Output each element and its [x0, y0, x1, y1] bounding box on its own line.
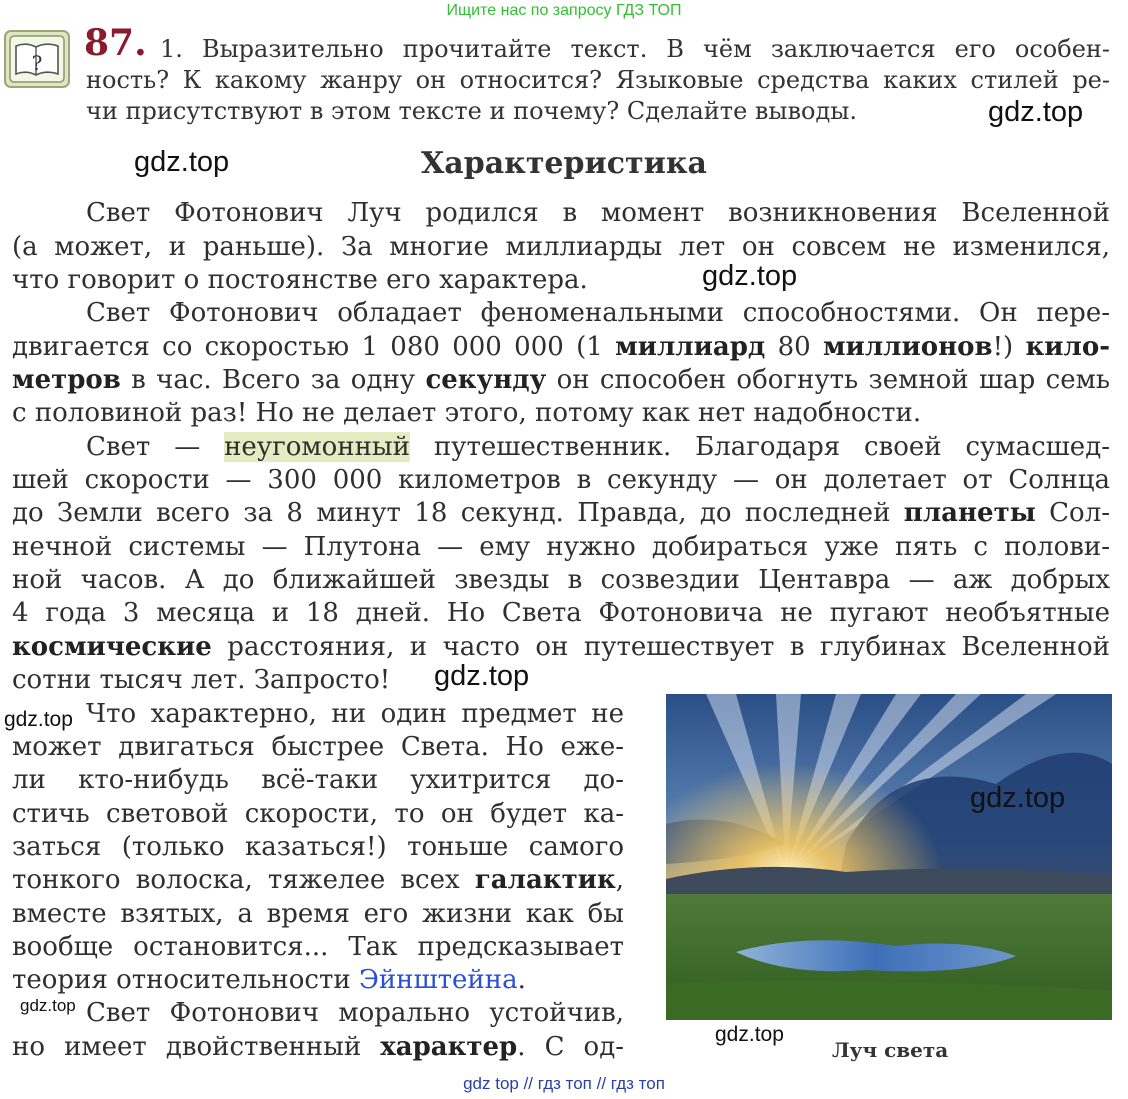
text-line: ной часов. А до ближайшей звезды в созвездии Центавра — аж добрых	[12, 565, 1110, 595]
watermark: gdz.top	[134, 146, 230, 178]
watermark: gdz.top	[715, 1023, 784, 1046]
text-line: тонкого волоска, тяжелее всех галактик,	[12, 865, 624, 895]
text-line: теория относительности Эйнштейна.	[12, 965, 526, 995]
text-line: Свет Фотонович Луч родился в момент возникновения Вселенной	[86, 198, 1110, 228]
watermark: gdz.top	[434, 660, 530, 692]
watermark: gdz.top	[988, 96, 1084, 128]
text-line: вообще остановится... Так предсказывает	[12, 932, 624, 962]
task-block	[160, 34, 1110, 65]
task-block-cont	[86, 65, 1110, 127]
svg-text:?: ?	[31, 51, 43, 75]
text-line: Свет — неугомонный путешественник. Благодаря своей сумасшед-	[86, 432, 1110, 462]
task-line: 1. Выразительно прочитайте текст. В чём заключается его особен-	[160, 35, 1110, 63]
text-line: до Земли всего за 8 минут 18 секунд. Правда, до последней планеты Сол-	[12, 498, 1110, 528]
text-line: (а может, и раньше). За многие миллиарды лет он совсем не изменился,	[12, 232, 1110, 262]
book-question-icon	[4, 30, 70, 88]
text-line: Свет Фотонович обладает феноменальными способностями. Он пере-	[86, 298, 1110, 328]
text-line: нечной системы — Плутона — ему нужно добираться уже пять с полови-	[12, 532, 1110, 562]
exercise-number: 87.	[84, 22, 147, 64]
text-line: заться (только казаться!) тоньше самого	[12, 832, 624, 862]
footer-links[interactable]: gdz top // гдз топ // гдз топ	[463, 1074, 665, 1093]
task-line: чи присутствуют в этом тексте и почему? Сделайте выводы.	[86, 97, 857, 125]
einstein-link[interactable]: Эйнштейна	[358, 965, 518, 995]
text-line: с половиной раз! Но не делает этого, потому как нет надобности.	[12, 398, 922, 428]
task-line: ность? К какому жанру он относится? Языковые средства каких стилей ре-	[86, 66, 1110, 94]
watermark: gdz.top	[20, 996, 76, 1015]
text-line: двигается со скоростью 1 080 000 000 (1 миллиард 80 миллионов!) кило-	[12, 332, 1110, 362]
text-line: стичь световой скорости, то он будет ка-	[12, 799, 624, 829]
text-line: 4 года 3 месяца и 18 дней. Но Света Фотоновича не пугают необъятные	[12, 598, 1110, 628]
sunlight-photo	[666, 694, 1112, 1020]
search-hint-banner: Ищите нас по запросу ГДЗ ТОП	[446, 2, 682, 19]
text-line: вместе взятых, а время его жизни как бы	[12, 899, 624, 929]
text-line: метров в час. Всего за одну секунду он способен обогнуть земной шар семь	[12, 365, 1110, 395]
text-line: Свет Фотонович морально устойчив,	[86, 998, 624, 1028]
watermark: gdz.top	[4, 708, 73, 731]
text-line: космические расстояния, и часто он путешествует в глубинах Вселенной	[12, 632, 1110, 662]
text-line: Что характерно, ни один предмет не	[86, 699, 624, 729]
watermark: gdz.top	[970, 782, 1066, 814]
text-line: сотни тысяч лет. Запросто!	[12, 665, 391, 695]
text-line: шей скорости — 300 000 километров в секунду — он долетает от Солнца	[12, 465, 1110, 495]
text-line: может двигаться быстрее Света. Но еже-	[12, 732, 624, 762]
text-line: но имеет двойственный характер. С од-	[12, 1032, 624, 1062]
watermark: gdz.top	[702, 260, 798, 292]
text-line: ли кто-нибудь всё-таки ухитрится до-	[12, 765, 624, 795]
text-title: Характеристика	[421, 146, 707, 181]
text-line: что говорит о постоянстве его характера.	[12, 265, 588, 295]
highlighted-word: неугомонный	[224, 432, 410, 462]
photo-caption: Луч света	[832, 1038, 949, 1062]
